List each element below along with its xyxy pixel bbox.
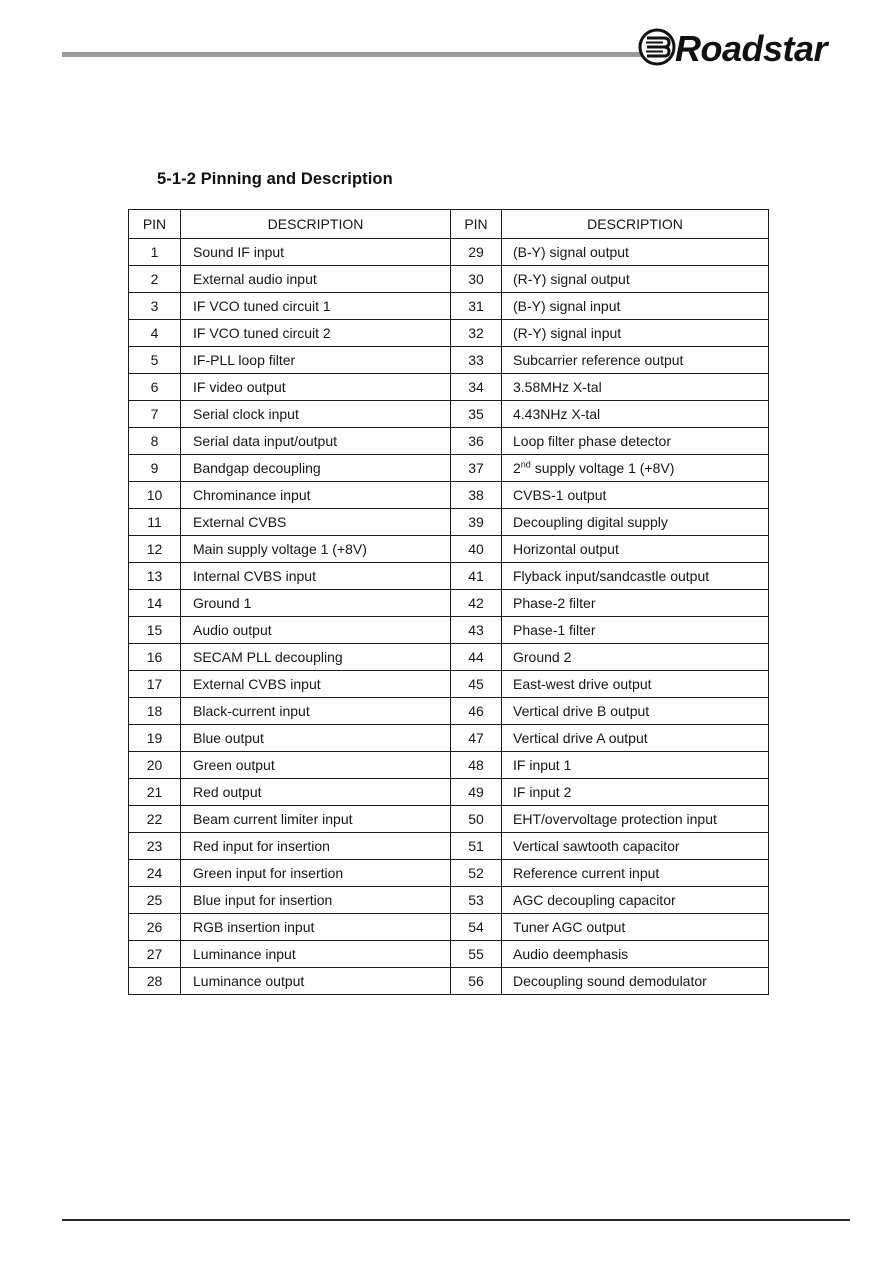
pin-number-right: 39: [451, 509, 502, 536]
pin-number-right: 42: [451, 590, 502, 617]
pin-number-left: 3: [129, 293, 181, 320]
pin-number-left: 8: [129, 428, 181, 455]
table-row: [129, 536, 769, 563]
pin-description-right: [502, 455, 769, 482]
table-row: [129, 860, 769, 887]
pin-description-right: IF input 2: [502, 779, 769, 806]
pin-number-left: 14: [129, 590, 181, 617]
pin-number-left: 15: [129, 617, 181, 644]
table-row: [129, 941, 769, 968]
column-header-description-left: DESCRIPTION: [181, 210, 451, 239]
pin-description-right: Vertical sawtooth capacitor: [502, 833, 769, 860]
table-row: [129, 644, 769, 671]
pin-description-left: Luminance input: [181, 941, 451, 968]
pin-number-right: 55: [451, 941, 502, 968]
footer-rule: [62, 1219, 850, 1221]
pin-number-left: 4: [129, 320, 181, 347]
pin-description-right: 3.58MHz X-tal: [502, 374, 769, 401]
pin-description-left: Red input for insertion: [181, 833, 451, 860]
pin-description-right: Loop filter phase detector: [502, 428, 769, 455]
pin-description-left: Beam current limiter input: [181, 806, 451, 833]
table-row: [129, 914, 769, 941]
header-rule: [62, 52, 650, 57]
table-row: [129, 617, 769, 644]
pin-description-left: Serial data input/output: [181, 428, 451, 455]
pin-number-left: 28: [129, 968, 181, 995]
table-row: [129, 293, 769, 320]
pin-number-left: 11: [129, 509, 181, 536]
table-row: [129, 806, 769, 833]
pin-number-left: 16: [129, 644, 181, 671]
pin-description-right: Vertical drive B output: [502, 698, 769, 725]
pin-number-right: 29: [451, 239, 502, 266]
table-row: [129, 239, 769, 266]
pin-description-right: Ground 2: [502, 644, 769, 671]
pin-description-left: Ground 1: [181, 590, 451, 617]
pin-description-left: Green input for insertion: [181, 860, 451, 887]
pin-description-left: Main supply voltage 1 (+8V): [181, 536, 451, 563]
pin-description-left: Serial clock input: [181, 401, 451, 428]
pin-description-left: External audio input: [181, 266, 451, 293]
pin-description-right: IF input 1: [502, 752, 769, 779]
table-header-row: [129, 210, 769, 239]
pin-number-left: 20: [129, 752, 181, 779]
pin-number-left: 19: [129, 725, 181, 752]
pin-number-right: 35: [451, 401, 502, 428]
pin-description-left: Sound IF input: [181, 239, 451, 266]
pin-number-left: 13: [129, 563, 181, 590]
pin-description-left: Internal CVBS input: [181, 563, 451, 590]
column-header-description-right: DESCRIPTION: [502, 210, 769, 239]
section-title: 5-1-2 Pinning and Description: [157, 170, 393, 188]
pin-description-right: Tuner AGC output: [502, 914, 769, 941]
description-prefix: 2: [513, 460, 521, 476]
pin-number-right: 49: [451, 779, 502, 806]
pin-number-left: 7: [129, 401, 181, 428]
table-row: [129, 428, 769, 455]
pin-number-right: 32: [451, 320, 502, 347]
pinning-table: [128, 209, 769, 995]
pin-description-right: Reference current input: [502, 860, 769, 887]
pin-number-left: 10: [129, 482, 181, 509]
pin-number-right: 47: [451, 725, 502, 752]
pin-description-left: Black-current input: [181, 698, 451, 725]
pin-number-right: 38: [451, 482, 502, 509]
pin-number-left: 24: [129, 860, 181, 887]
pin-number-right: 53: [451, 887, 502, 914]
pin-number-left: 21: [129, 779, 181, 806]
pin-description-left: IF video output: [181, 374, 451, 401]
pin-description-right: (B-Y) signal input: [502, 293, 769, 320]
table-row: [129, 725, 769, 752]
pin-description-right: (R-Y) signal output: [502, 266, 769, 293]
pin-number-right: 30: [451, 266, 502, 293]
pin-number-right: 56: [451, 968, 502, 995]
pin-description-right: Phase-2 filter: [502, 590, 769, 617]
table-row: [129, 671, 769, 698]
pin-number-right: 50: [451, 806, 502, 833]
table-row: [129, 401, 769, 428]
table-row: [129, 590, 769, 617]
pin-description-right: AGC decoupling capacitor: [502, 887, 769, 914]
pin-number-right: 37: [451, 455, 502, 482]
table-row: [129, 968, 769, 995]
roadstar-logo-graphic: [638, 22, 853, 72]
pin-description-left: IF VCO tuned circuit 2: [181, 320, 451, 347]
pin-description-right: 4.43NHz X-tal: [502, 401, 769, 428]
pin-description-right: Decoupling digital supply: [502, 509, 769, 536]
pin-description-left: IF VCO tuned circuit 1: [181, 293, 451, 320]
pin-number-right: 40: [451, 536, 502, 563]
pin-number-right: 33: [451, 347, 502, 374]
table-row: [129, 887, 769, 914]
pin-number-left: 6: [129, 374, 181, 401]
pin-description-left: RGB insertion input: [181, 914, 451, 941]
pin-description-left: Luminance output: [181, 968, 451, 995]
table-row: [129, 374, 769, 401]
pin-number-left: 2: [129, 266, 181, 293]
pin-number-left: 18: [129, 698, 181, 725]
pin-description-right: EHT/overvoltage protection input: [502, 806, 769, 833]
pin-number-left: 17: [129, 671, 181, 698]
pin-description-left: Green output: [181, 752, 451, 779]
pin-number-left: 27: [129, 941, 181, 968]
pin-number-left: 22: [129, 806, 181, 833]
pin-description-right: CVBS-1 output: [502, 482, 769, 509]
pin-number-left: 25: [129, 887, 181, 914]
pin-description-left: Red output: [181, 779, 451, 806]
table-row: [129, 563, 769, 590]
pin-description-right: Flyback input/sandcastle output: [502, 563, 769, 590]
table-row: [129, 455, 769, 482]
column-header-pin-right: PIN: [451, 210, 502, 239]
pin-number-left: 9: [129, 455, 181, 482]
brand-wordmark: Roadstar: [675, 28, 828, 69]
description-superscript: nd: [520, 459, 531, 470]
pin-description-right: Vertical drive A output: [502, 725, 769, 752]
pin-number-right: 41: [451, 563, 502, 590]
pin-number-right: 45: [451, 671, 502, 698]
pin-number-right: 51: [451, 833, 502, 860]
pin-number-right: 44: [451, 644, 502, 671]
pin-description-right: (R-Y) signal input: [502, 320, 769, 347]
pin-number-left: 1: [129, 239, 181, 266]
pin-number-right: 31: [451, 293, 502, 320]
pin-number-left: 5: [129, 347, 181, 374]
pin-number-left: 23: [129, 833, 181, 860]
pin-description-right: Subcarrier reference output: [502, 347, 769, 374]
table-row: [129, 482, 769, 509]
table-body: [129, 239, 769, 995]
pin-description-left: Blue input for insertion: [181, 887, 451, 914]
table-row: [129, 698, 769, 725]
pin-number-right: 46: [451, 698, 502, 725]
table-row: [129, 347, 769, 374]
table-row: [129, 779, 769, 806]
table-row: [129, 833, 769, 860]
pin-description-left: IF-PLL loop filter: [181, 347, 451, 374]
pin-number-right: 54: [451, 914, 502, 941]
pin-number-left: 26: [129, 914, 181, 941]
pin-description-right: Phase-1 filter: [502, 617, 769, 644]
pin-description-left: Bandgap decoupling: [181, 455, 451, 482]
pin-description-left: External CVBS: [181, 509, 451, 536]
pin-description-right: Horizontal output: [502, 536, 769, 563]
pin-number-right: 48: [451, 752, 502, 779]
pin-number-left: 12: [129, 536, 181, 563]
pin-description-right: (B-Y) signal output: [502, 239, 769, 266]
table-row: [129, 509, 769, 536]
column-header-pin-left: PIN: [129, 210, 181, 239]
pin-description-right: East-west drive output: [502, 671, 769, 698]
pin-description-left: Audio output: [181, 617, 451, 644]
pin-number-right: 43: [451, 617, 502, 644]
pin-description-left: SECAM PLL decoupling: [181, 644, 451, 671]
pin-number-right: 36: [451, 428, 502, 455]
pin-description-left: Blue output: [181, 725, 451, 752]
table-row: [129, 752, 769, 779]
pin-description-left: External CVBS input: [181, 671, 451, 698]
table-row: [129, 266, 769, 293]
roadstar-emblem: [640, 30, 674, 64]
pin-number-right: 34: [451, 374, 502, 401]
roadstar-logo: [638, 22, 853, 72]
pin-number-right: 52: [451, 860, 502, 887]
pin-description-right: Decoupling sound demodulator: [502, 968, 769, 995]
pin-description-left: Chrominance input: [181, 482, 451, 509]
table-row: [129, 320, 769, 347]
pin-description-right: Audio deemphasis: [502, 941, 769, 968]
description-suffix: supply voltage 1 (+8V): [530, 460, 675, 476]
